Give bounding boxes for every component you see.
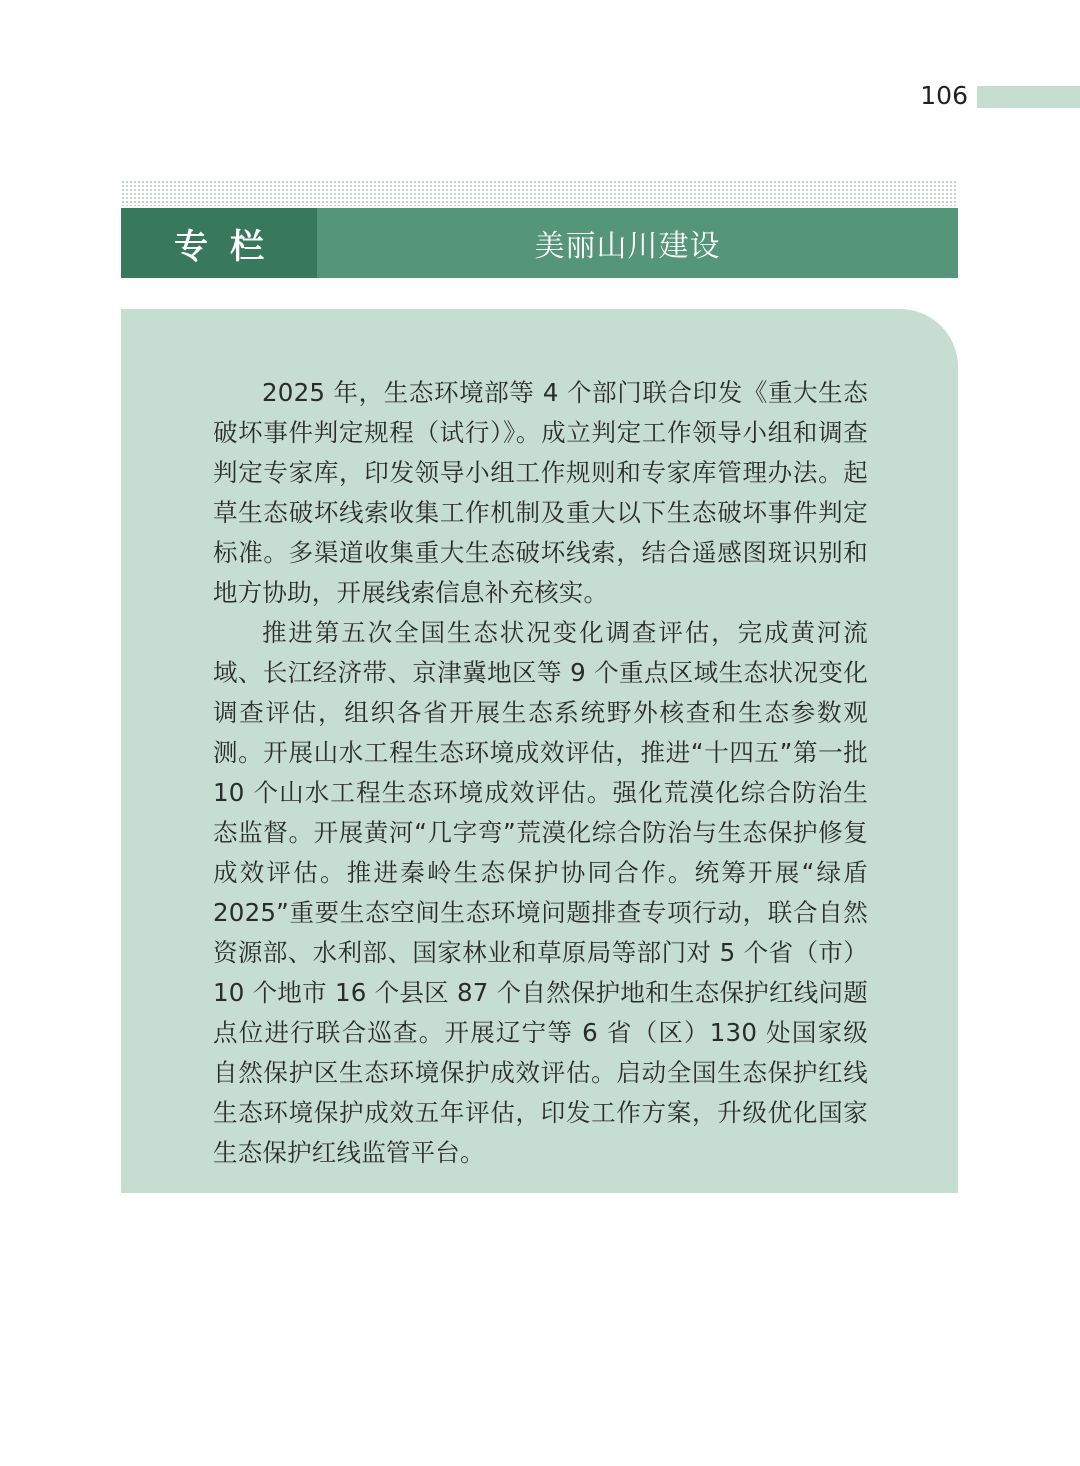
dot-pattern-band bbox=[121, 180, 958, 206]
paragraph: 2025 年，生态环境部等 4 个部门联合印发《重大生态破坏事件判定规程（试行）》。成立判定工作领导小组和调查判定专家库，印发领导小组工作规则和专家库管理办法。起草生态破坏线索收集工作机制及重大以下生态破坏事件判定标准。多渠道收集重大生态破坏线索，结合遥感图斑识别和地方协助，开展线索信息补充核实。 bbox=[213, 378, 868, 607]
page-number: 106 bbox=[920, 81, 968, 110]
column-content-box bbox=[121, 309, 958, 1193]
paragraph: 推进第五次全国生态状况变化调查评估，完成黄河流域、长江经济带、京津冀地区等 9 个重点区域生态状况变化调查评估，组织各省开展生态系统野外核查和生态参数观测。开展山水工程生态环境成效评估，推进“十四五”第一批 10 个山水工程生态环境成效评估。强化荒漠化综合防治生态监督。开展黄河“几字弯”荒漠化综合防治与生态保护修复成效评估。推进秦岭生态保护协同合作。统筹开展“绿盾 2025”重要生态空间生态环境问题排查专项行动，联合自然资源部、水利部、国家林业和草原局等部门对 5 个省（市）10 个地市 16 个县区 87 个自然保护地和生态保护红线问题点位进行联合巡查。开展辽宁等 6 省（区）130 处国家级自然保护区生态环境保护成效评估。启动全国生态保护红线生态环境保护成效五年评估，印发工作方案，升级优化国家生态保护红线监管平台。 bbox=[213, 618, 868, 1167]
column-header bbox=[121, 208, 958, 278]
page-tab-decoration bbox=[977, 86, 1080, 108]
column-label: 专栏 bbox=[174, 226, 286, 267]
column-label-block bbox=[121, 208, 317, 278]
column-title: 美丽山川建设 bbox=[534, 229, 721, 264]
